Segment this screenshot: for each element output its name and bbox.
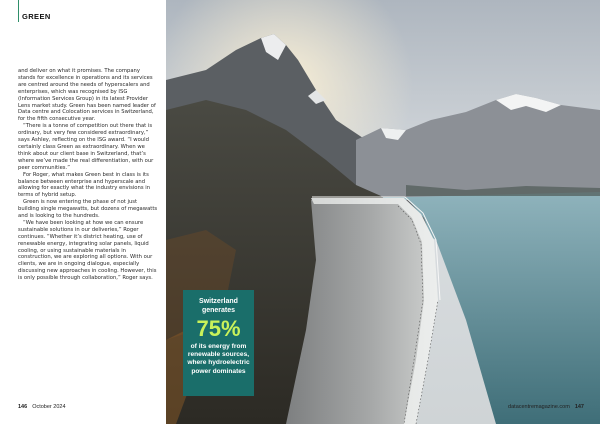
stat-callout: [183, 290, 254, 396]
callout-stat: 75%: [196, 316, 241, 341]
article-body: [18, 68, 159, 282]
section-label: GREEN: [22, 12, 51, 21]
paragraph: Green is now entering the phase of not just building single megawatts, but dozens of megawatts and is looking to the hundreds.: [18, 199, 158, 220]
paragraph: and deliver on what it promises. The company stands for excellence in operations and its services are centred around the needs of hyperscalers and enterprises, which was recognised by ISG (Information Services Group) in its latest Provider Lens market study. Green has been named leader of Data centre and Colocation services in Switzerland, for the fifth consecutive year.: [18, 68, 156, 123]
callout-text: of its energy from renewable sources, where hydroelectric power dominates: [187, 343, 250, 375]
page-number: 146: [18, 404, 28, 410]
footer-left: [18, 404, 66, 410]
issue-date: October 2024: [32, 404, 66, 410]
footer-right: [508, 404, 584, 410]
site-url: datacentremagazine.com: [508, 404, 570, 410]
page-number: 147: [574, 404, 584, 410]
paragraph: For Roger, what makes Green best in class is its balance between enterprise and hyperscale and allowing for exactly what the industry envisions in terms of hybrid setup.: [18, 171, 151, 199]
callout-heading: Switzerland generates: [199, 298, 238, 314]
left-page: [0, 0, 166, 424]
paragraph: “We have been looking at how we can ensure sustainable solutions in our deliveries,” Roger continues. “Whether it’s district heating, use of renewable energy, integrating solar panels, liquid cooling, or using sustainable materials in construction, we are exploring all options. With our clients, we are in ongoing dialogue, especially discussing new approaches in cooling. However, this is only possible through collaboration,” Roger says.: [18, 219, 157, 282]
paragraph: “There is a tonne of competition out there that is ordinary, but very few considered extraordinary,” says Ashley, reflecting on the ISG award. “I would certainly class Green as extraordinary. When we think about our client base in Switzerland, that’s where we’ve made the real differentiation, with our peer communities.”: [18, 123, 154, 171]
section-rule: [18, 0, 19, 22]
